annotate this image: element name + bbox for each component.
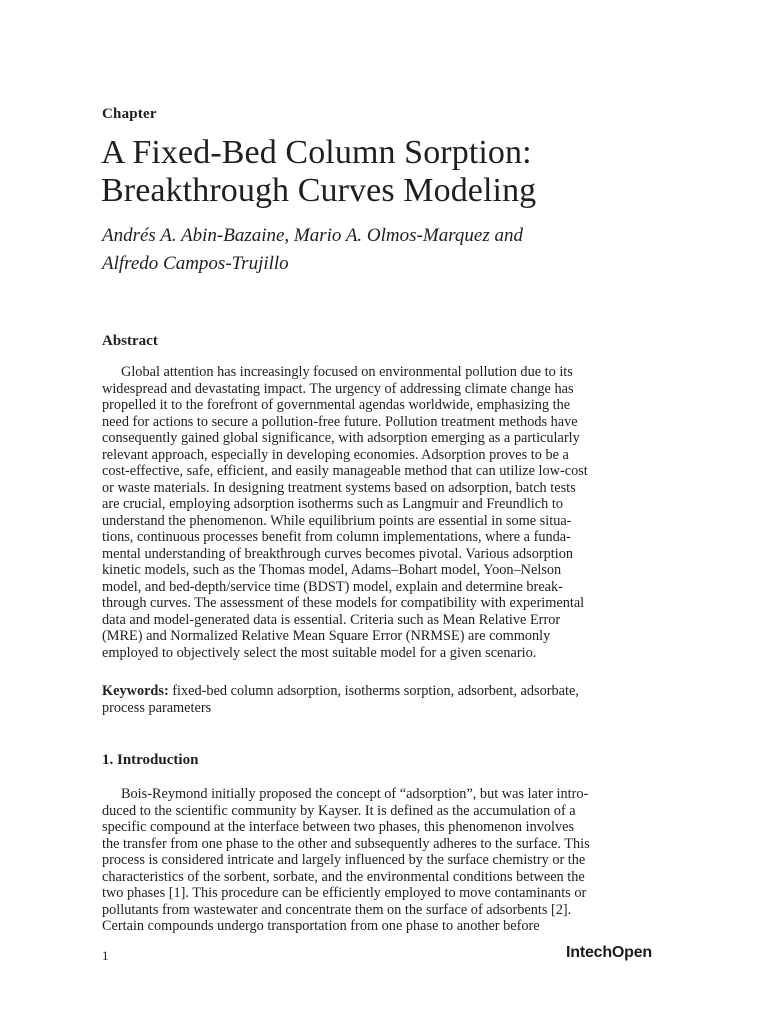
title-line: A Fixed-Bed Column Sorption: xyxy=(101,134,532,171)
author-line: Alfredo Campos-Trujillo xyxy=(102,253,289,274)
chapter-label: Chapter xyxy=(102,106,157,122)
publisher-logo: IntechOpen xyxy=(566,944,653,961)
text-line: widespread and devastating impact. The urgency of addressing climate change has xyxy=(102,380,574,397)
page-number: 1 xyxy=(102,948,109,963)
abstract-heading: Abstract xyxy=(102,333,158,349)
text-line: tions, continuous processes benefit from column implementations, where a funda- xyxy=(102,529,571,545)
text-line: are crucial, employing adsorption isotherms such as Langmuir and Freundlich to xyxy=(102,496,563,512)
text-line: two phases [1]. This procedure can be efficiently employed to move contaminants or xyxy=(102,885,587,901)
text-line: understand the phenomenon. While equilibrium points are essential in some situa- xyxy=(102,512,572,529)
text-line: kinetic models, such as the Thomas model, Adams–Bohart model, Yoon–Nelson xyxy=(102,562,562,578)
text-line: the transfer from one phase to the other and subsequently adheres to the surface. This xyxy=(102,835,590,852)
keywords-text: fixed-bed column adsorption, isotherms sorption, adsorbent, adsorbate, xyxy=(168,683,579,699)
text-line: consequently gained global significance, with adsorption emerging as a particularly xyxy=(102,430,580,446)
text-line: cost-effective, safe, efficient, and easily manageable method that can utilize low-cost xyxy=(102,463,588,479)
text-line: need for actions to secure a pollution-free future. Pollution treatment methods have xyxy=(102,413,578,430)
keywords-line: process parameters xyxy=(102,699,212,716)
author-list xyxy=(102,222,662,278)
text-line: pollutants from wastewater and concentrate them on the surface of adsorbents [2]. xyxy=(102,901,572,918)
text-line: Bois-Reymond initially proposed the concept of “adsorption”, but was later intro- xyxy=(121,786,589,802)
keywords-block xyxy=(102,683,658,716)
chapter-title xyxy=(101,134,701,210)
text-line: model, and bed-depth/service time (BDST) model, explain and determine break- xyxy=(102,578,563,595)
keywords-line xyxy=(102,683,658,700)
text-line: process is considered intricate and largely influenced by the surface chemistry or the xyxy=(102,852,586,868)
text-line: characteristics of the sorbent, sorbate, and the environmental conditions between the xyxy=(102,868,585,885)
text-line: mental understanding of breakthrough curves becomes pivotal. Various adsorption xyxy=(102,545,574,562)
author-line: Andrés A. Abin-Bazaine, Mario A. Olmos-Marquez and xyxy=(102,225,523,246)
text-line: Global attention has increasingly focused on environmental pollution due to its xyxy=(121,364,573,380)
title-line: Breakthrough Curves Modeling xyxy=(101,172,537,209)
section-heading-introduction: 1. Introduction xyxy=(102,752,199,768)
text-line: relevant approach, especially in developing economies. Adsorption proves to be a xyxy=(102,446,569,463)
introduction-paragraph xyxy=(102,786,658,935)
keywords-label: Keywords: xyxy=(102,683,169,699)
abstract-paragraph xyxy=(102,364,658,661)
text-line: (MRE) and Normalized Relative Mean Square Error (NRMSE) are commonly xyxy=(102,628,551,644)
text-line: employed to objectively select the most suitable model for a given scenario. xyxy=(102,644,537,661)
text-line: duced to the scientific community by Kayser. It is defined as the accumulation of a xyxy=(102,802,576,819)
text-line: Certain compounds undergo transportation from one phase to another before xyxy=(102,918,540,934)
text-line: through curves. The assessment of these models for compatibility with experimental xyxy=(102,595,585,611)
text-line: propelled it to the forefront of governmental agendas worldwide, emphasizing the xyxy=(102,397,571,413)
text-line: data and model-generated data is essential. Criteria such as Mean Relative Error xyxy=(102,611,561,628)
text-line: or waste materials. In designing treatment systems based on adsorption, batch tests xyxy=(102,479,576,496)
text-line: specific compound at the interface between two phases, this phenomenon involves xyxy=(102,819,575,835)
